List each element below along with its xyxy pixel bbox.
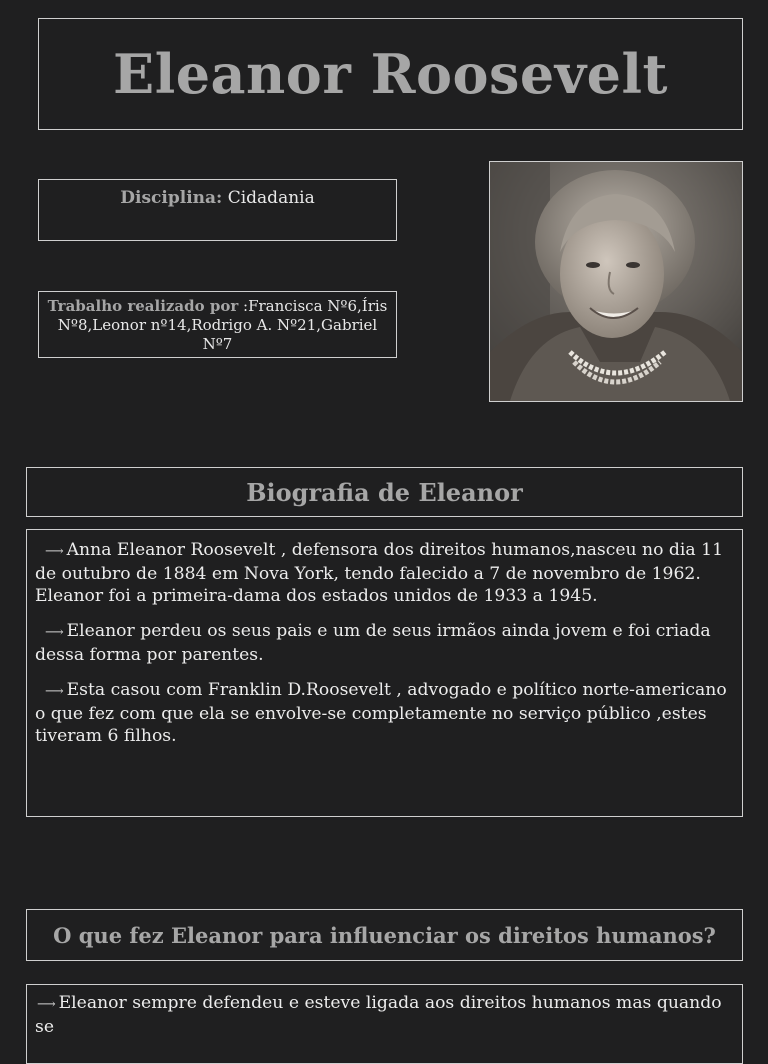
authors-value: :Francisca Nº6,Íris Nº8,Leonor nº14,Rodrigo A. Nº21,Gabriel Nº7 — [57, 297, 388, 353]
biography-heading: Biografia de Eleanor — [246, 477, 523, 507]
biography-paragraph: ⟶ Eleanor perdeu os seus pais e um de seus irmãos ainda jovem e foi criada dessa forma por parentes. — [35, 621, 711, 665]
rights-heading-box — [26, 909, 743, 961]
discipline-box — [38, 179, 397, 241]
portrait-photo — [489, 161, 743, 402]
rights-heading: O que fez Eleanor para influenciar os direitos humanos? — [53, 922, 716, 948]
title-box — [38, 18, 743, 130]
discipline-label: Disciplina: — [120, 188, 223, 208]
authors-box — [38, 291, 397, 358]
arrow-icon: ⟶ — [45, 625, 63, 640]
biography-heading-box — [26, 467, 743, 517]
arrow-icon: ⟶ — [45, 684, 63, 699]
arrow-icon: ⟶ — [37, 997, 55, 1012]
biography-text-box — [26, 529, 743, 817]
authors-label: Trabalho realizado por — [47, 297, 239, 315]
biography-paragraph: ⟶ Anna Eleanor Roosevelt , defensora dos direitos humanos,nasceu no dia 11 de outubro de 1884 em Nova York, tendo falecido a 7 de novembro de 1962. Eleanor foi a primeira-dama dos estados unidos de 1933 a 1945. — [35, 540, 724, 606]
discipline-value: Cidadania — [227, 188, 315, 208]
biography-paragraph: ⟶ Esta casou com Franklin D.Roosevelt , advogado e político norte-americano o que fez com que ela se envolve-se completamente no serviço público ,estes tiveram 6 filhos. — [35, 680, 727, 746]
rights-paragraph: ⟶ Eleanor sempre defendeu e esteve ligada aos direitos humanos mas quando se — [35, 993, 722, 1037]
page-title: Eleanor Roosevelt — [113, 42, 668, 106]
arrow-icon: ⟶ — [45, 544, 63, 559]
rights-text-box — [26, 984, 743, 1064]
portrait-image — [490, 162, 742, 401]
